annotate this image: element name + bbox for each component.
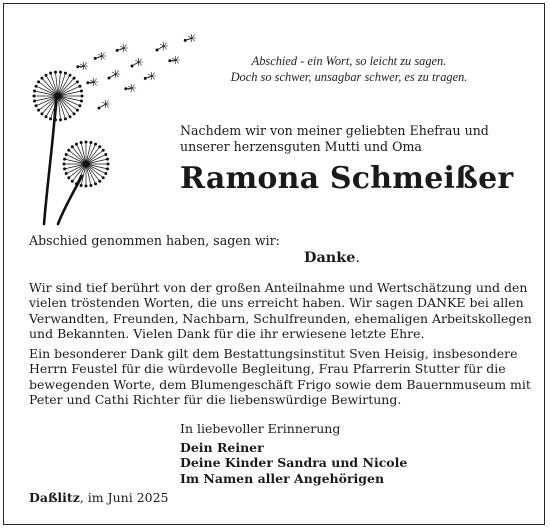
place-date bbox=[29, 490, 168, 506]
place-town: Daßlitz bbox=[29, 490, 80, 505]
farewell-line: Abschied genommen haben, sagen wir: bbox=[29, 233, 280, 248]
signer: Dein Reiner bbox=[180, 440, 264, 455]
paragraph-1-line: und Bekannten. Vielen Dank für die ihr erwiesene letzte Ehre. bbox=[29, 326, 425, 342]
intro-text bbox=[180, 123, 510, 155]
paragraph-2-line: Herrn Feustel für die würdevolle Begleitung, Frau Pfarrerin Stutter für die bbox=[29, 361, 506, 377]
obituary-notice bbox=[3, 3, 545, 525]
signers-list bbox=[180, 440, 407, 486]
thanks-word-bold: Danke bbox=[304, 249, 356, 266]
signer: Im Namen aller Angehörigen bbox=[180, 470, 385, 486]
motto-line-1: Abschied - ein Wort, so leicht zu sagen. bbox=[251, 54, 447, 68]
intro-line-2: unserer herzensguten Mutti und Oma bbox=[180, 139, 422, 154]
motto-line-2: Doch so schwer, unsagbar schwer, es zu tragen. bbox=[230, 70, 468, 84]
paragraph-2-line: bewegenden Worte, dem Blumengeschäft Frigo sowie dem Bauernmuseum mit bbox=[29, 376, 531, 392]
memory-line: In liebevoller Erinnerung bbox=[180, 421, 341, 436]
intro-line-1: Nachdem wir von meiner geliebten Ehefrau und bbox=[180, 123, 489, 138]
place-date-text: , im Juni 2025 bbox=[79, 490, 169, 505]
paragraph-1-line: Wir sind tief berührt von der großen Anteilnahme und Wertschätzung und den bbox=[29, 280, 528, 295]
gratitude-paragraph-2 bbox=[29, 346, 529, 408]
motto-quote bbox=[174, 53, 524, 85]
thanks-word bbox=[304, 249, 360, 267]
paragraph-2-line: Ein besonderer Dank gilt dem Bestattungsinstitut Sven Heisig, insbesondere bbox=[29, 346, 518, 361]
thanks-punct: . bbox=[355, 250, 360, 266]
paragraph-1-line: vielen tröstenden Worten, die uns erreicht haben. Wir sagen DANKE bei allen bbox=[29, 295, 524, 311]
deceased-name: Ramona Schmeißer bbox=[180, 161, 514, 196]
gratitude-paragraph-1 bbox=[29, 280, 532, 342]
signer: Deine Kinder Sandra und Nicole bbox=[180, 455, 408, 471]
paragraph-2-line: Peter und Cathi Richter für die liebenswürdige Bewirtung. bbox=[29, 392, 402, 408]
paragraph-1-line: Verwandten, Freunden, Nachbarn, Schulfreunden, ehemaligen Arbeitskollegen bbox=[29, 310, 532, 326]
